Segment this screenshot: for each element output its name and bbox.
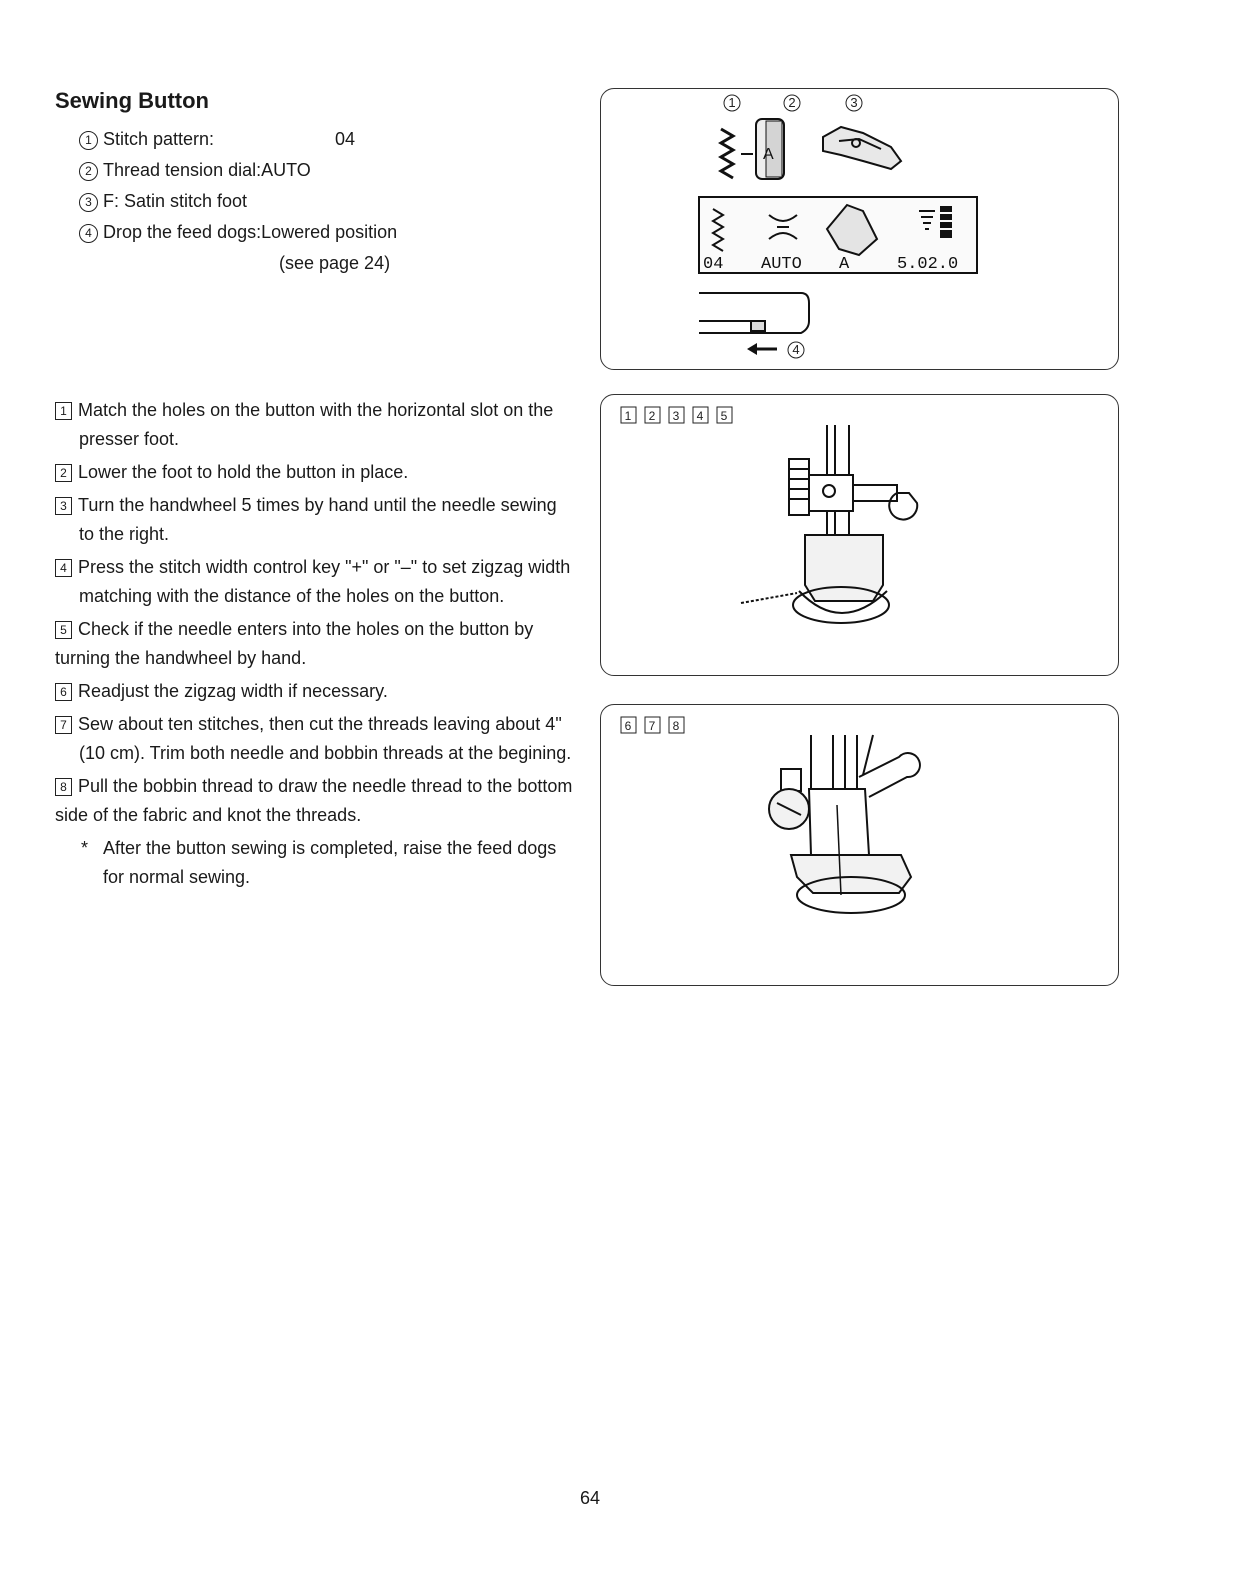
feed-dog-lever-icon (699, 293, 809, 333)
lcd-width-length-values: 5.02.0 (897, 255, 959, 274)
step-text: Turn the handwheel 5 times by hand until the needle sewing to the right. (78, 495, 557, 544)
settings-illustration (601, 89, 1118, 369)
callout-label-4: 4 (792, 342, 800, 357)
step-number: 1 (55, 402, 72, 420)
panel-step-4: 4 (696, 409, 704, 423)
setting-thread-tension (79, 155, 397, 186)
step-text: Lower the foot to hold the button in place. (78, 462, 409, 482)
panel-step-7: 7 (648, 719, 656, 733)
step-number: 2 (55, 464, 72, 482)
step-text: Press the stitch width control key "+" or "–" to set zigzag width matching with the distance of the holes on the button. (78, 557, 571, 606)
step-item (55, 710, 575, 768)
step-item (55, 553, 575, 611)
dial-label: A (763, 146, 774, 163)
setting-label: F: Satin stitch foot (103, 191, 248, 211)
panel-step-2: 2 (648, 409, 656, 423)
step-number: 3 (55, 497, 72, 515)
step-number: 7 (55, 716, 72, 734)
step-text: Sew about ten stitches, then cut the threads leaving about 4" (10 cm). Trim both needle and bobbin threads at the begining. (78, 714, 572, 763)
callout-number-3: 3 (79, 193, 98, 212)
setting-label: Stitch pattern: (103, 129, 215, 149)
button-foot-illustration (601, 395, 1118, 675)
setting-label: Drop the feed dogs:Lowered position (103, 222, 398, 242)
page-number: 64 (579, 1488, 601, 1508)
note (55, 834, 575, 892)
step-number: 4 (55, 559, 72, 577)
button-foot-illustration-panel (600, 394, 1119, 676)
step-text: Check if the needle enters into the holes on the button by turning the handwheel by hand. (55, 619, 534, 668)
step-item (55, 491, 575, 549)
lcd-pattern-number: 04 (703, 255, 724, 274)
setting-stitch-pattern (79, 124, 397, 155)
satin-foot-icon (823, 127, 901, 169)
lcd-tension-value: AUTO (761, 255, 802, 274)
panel-step-3: 3 (672, 409, 680, 423)
callout-label-1: 1 (728, 95, 736, 110)
panel-step-8: 8 (672, 719, 680, 733)
zigzag-stitch-icon (721, 129, 733, 178)
step-item (55, 615, 575, 673)
setting-label: Thread tension dial:AUTO (103, 160, 311, 180)
panel-step-5: 5 (720, 409, 728, 423)
setting-value: 04 (335, 129, 356, 149)
sewing-illustration (601, 705, 1118, 985)
note-text: After the button sewing is completed, raise the feed dogs for normal sewing. (103, 838, 557, 887)
setting-presser-foot (79, 186, 397, 217)
setting-feed-dogs (79, 217, 397, 248)
steps-list (55, 396, 575, 892)
presser-foot-drawing (741, 425, 917, 623)
step-item (55, 772, 575, 830)
callout-number-4: 4 (79, 224, 98, 243)
settings-list (79, 124, 397, 279)
needle-and-foot-drawing (769, 735, 920, 913)
panel-step-1: 1 (624, 409, 632, 423)
lcd-foot-letter: A (839, 255, 850, 274)
callout-number-1: 1 (79, 131, 98, 150)
step-text: Pull the bobbin thread to draw the needle thread to the bottom side of the fabric and knot the threads. (55, 776, 573, 825)
step-item (55, 396, 575, 454)
step-item (55, 458, 575, 487)
step-text: Readjust the zigzag width if necessary. (78, 681, 388, 701)
callout-number-2: 2 (79, 162, 98, 181)
callout-label-2: 2 (788, 95, 796, 110)
sewing-illustration-panel (600, 704, 1119, 986)
panel-step-6: 6 (624, 719, 632, 733)
step-number: 6 (55, 683, 72, 701)
arrow-left-icon (747, 343, 777, 355)
step-item (55, 677, 575, 706)
step-number: 5 (55, 621, 72, 639)
note-asterisk: * (81, 838, 89, 858)
callout-label-3: 3 (850, 95, 858, 110)
step-text: Match the holes on the button with the horizontal slot on the presser foot. (78, 400, 554, 449)
page-title: Sewing Button (55, 88, 209, 113)
settings-note: (see page 24) (279, 253, 391, 273)
step-number: 8 (55, 778, 72, 796)
settings-illustration-panel (600, 88, 1119, 370)
